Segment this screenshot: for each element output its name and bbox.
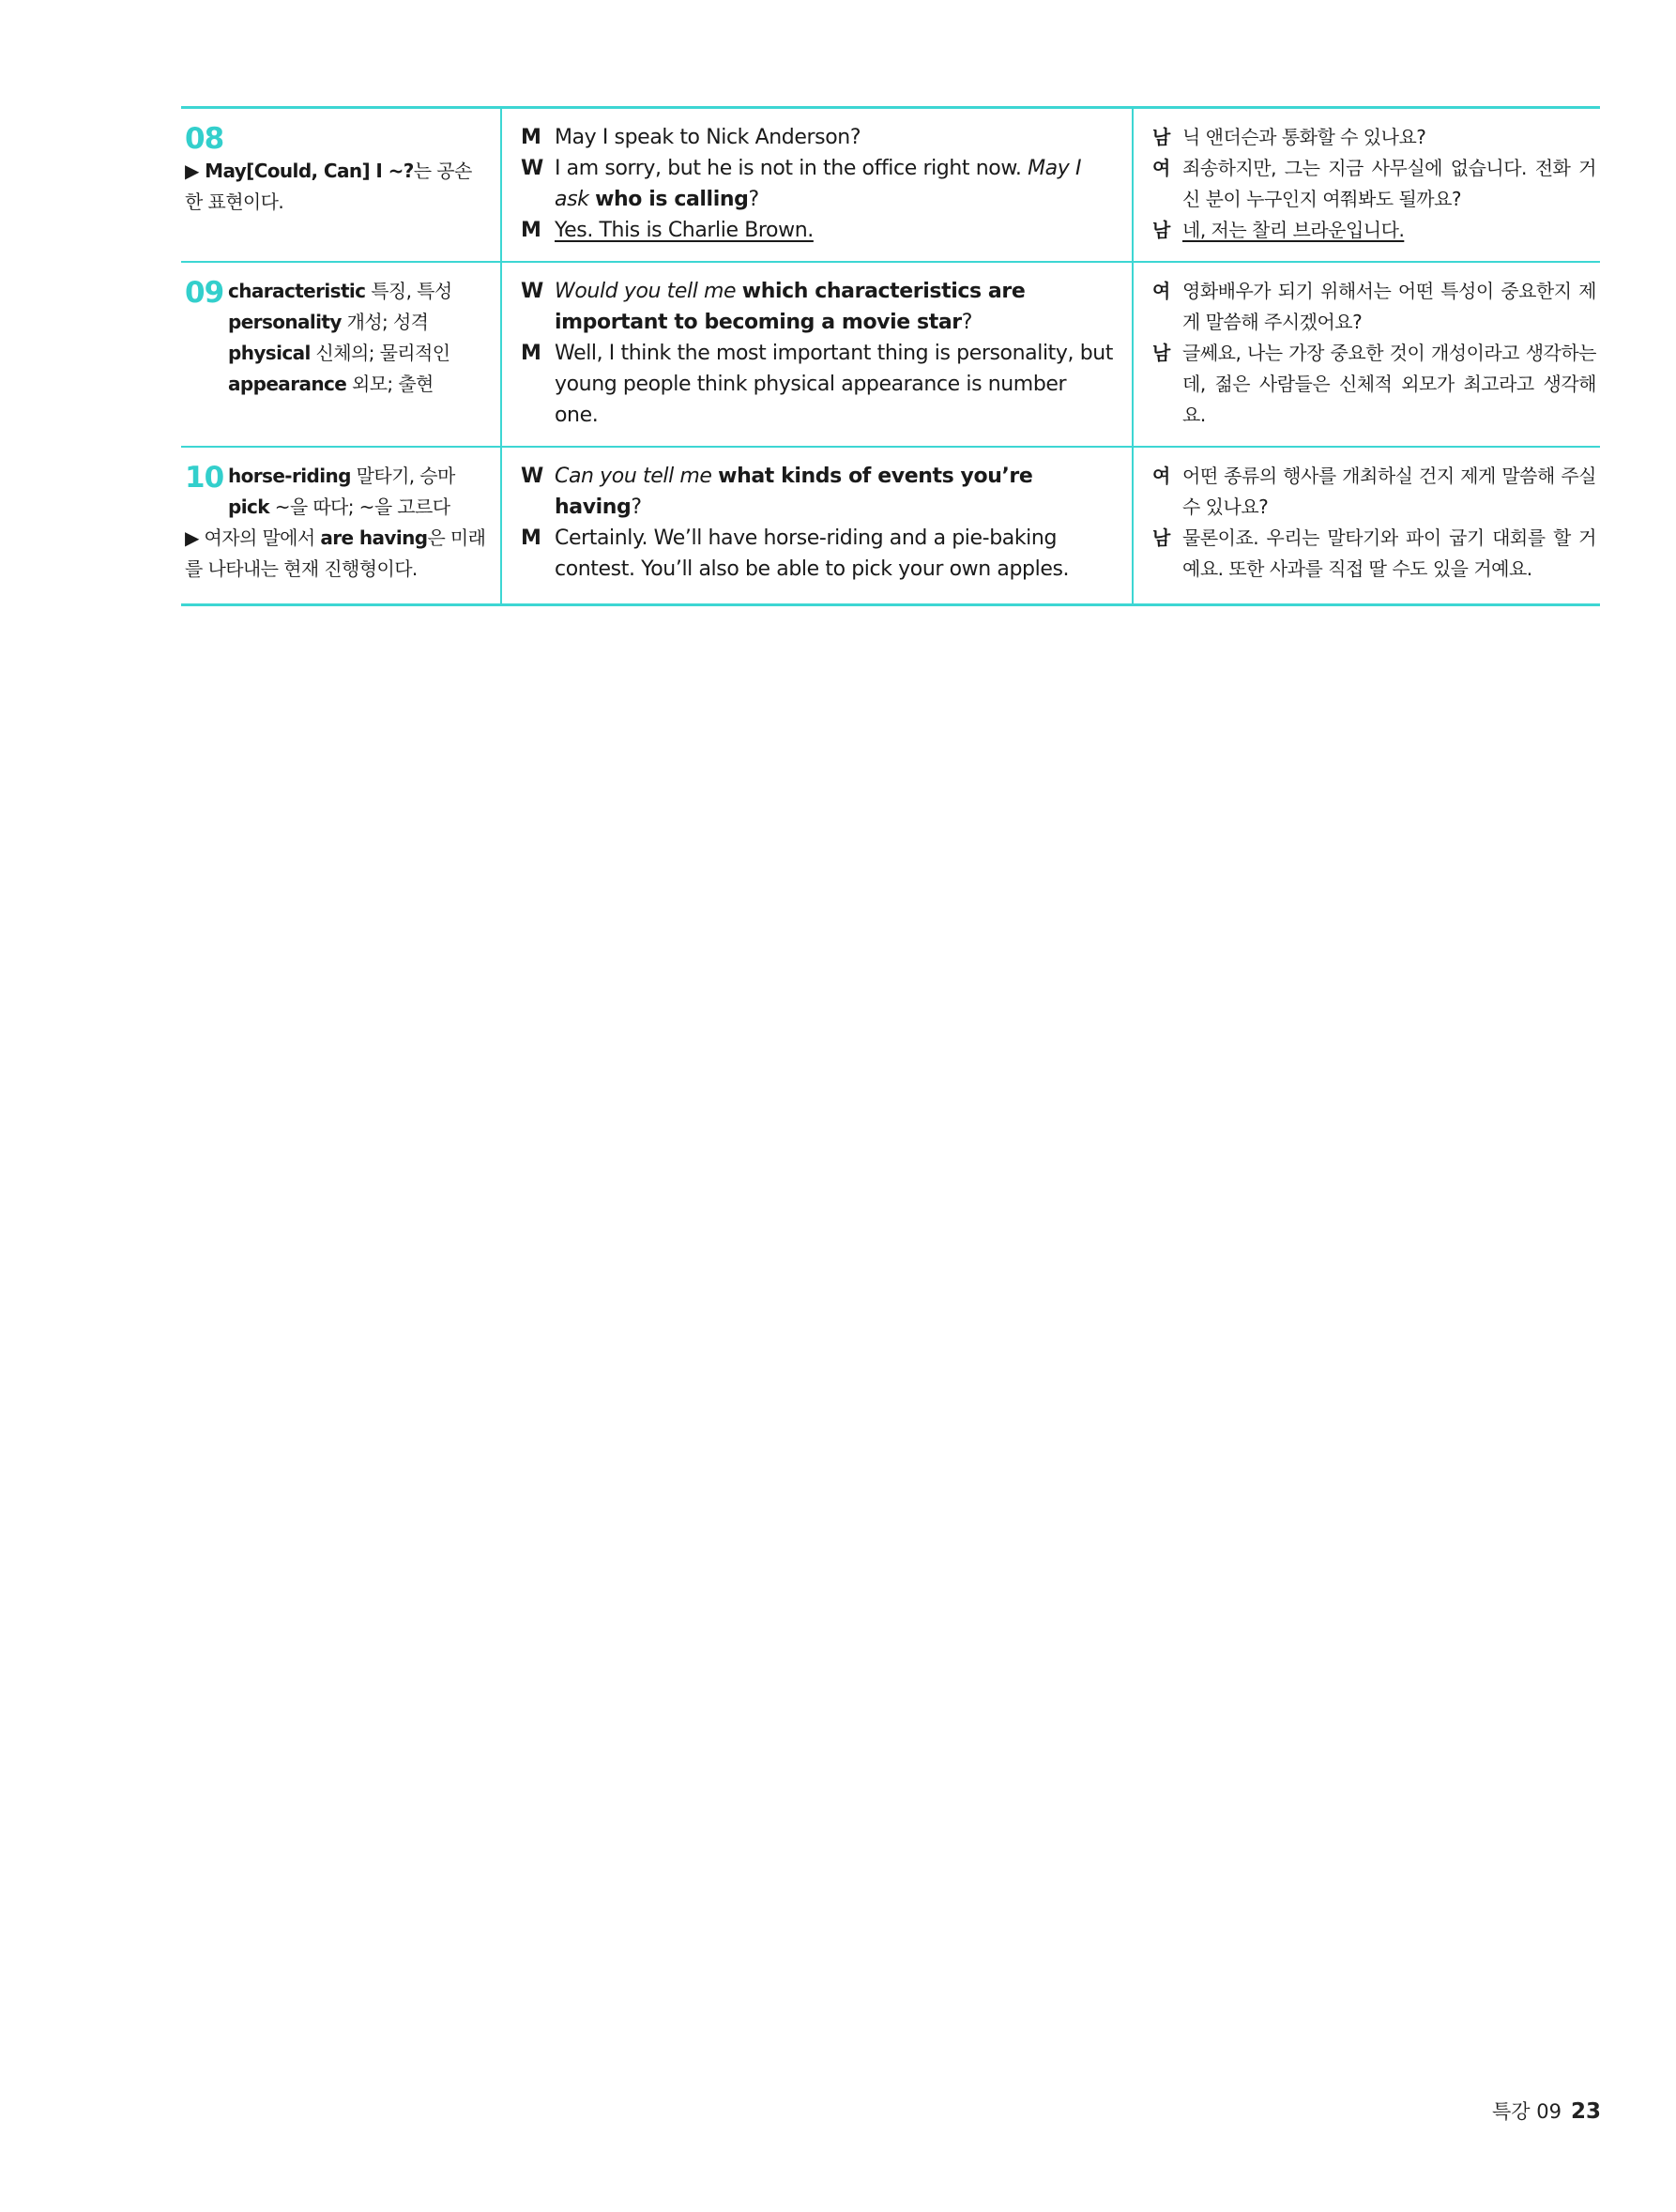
item-row-08 bbox=[181, 109, 1600, 263]
speaker-label: M bbox=[521, 126, 541, 149]
speaker-label: 남 bbox=[1152, 126, 1170, 148]
translation-line bbox=[1152, 338, 1596, 431]
speaker-label: 여 bbox=[1152, 280, 1170, 302]
grammar-note: ▶ May[Could, Can] I ~?는 공손한 표현이다. bbox=[185, 160, 472, 213]
speaker-label: 여 bbox=[1152, 465, 1170, 487]
translation-text: 영화배우가 되기 위해서는 어떤 특성이 중요한지 제게 말씀해 주시겠어요? bbox=[1182, 280, 1596, 333]
vocab-entry: horse-riding 말타기, 승마 bbox=[228, 465, 455, 487]
dialogue-line bbox=[521, 215, 1115, 246]
speaker-label: M bbox=[521, 219, 541, 242]
translation-cell bbox=[1134, 109, 1600, 261]
dialogue-line bbox=[521, 338, 1115, 431]
grammar-note: ▶ 여자의 말에서 are having은 미래를 나타내는 현재 진행형이다. bbox=[185, 526, 486, 580]
item-row-09 bbox=[181, 263, 1600, 448]
dialogue-text: Would you tell me which characteristics are important to becoming a movie star? bbox=[555, 280, 1026, 334]
dialogue-line bbox=[521, 461, 1115, 523]
translation-line bbox=[1152, 523, 1596, 585]
speaker-label: 남 bbox=[1152, 526, 1170, 549]
translation-text: 물론이죠. 우리는 말타기와 파이 굽기 대회를 할 거예요. 또한 사과를 직접 딸 수도 있을 거예요. bbox=[1182, 526, 1596, 580]
speaker-label: 남 bbox=[1152, 342, 1170, 364]
translation-cell bbox=[1134, 263, 1600, 446]
dialogue-text: I am sorry, but he is not in the office right now. May I ask who is calling? bbox=[555, 157, 1082, 211]
answer-table bbox=[181, 106, 1600, 606]
dialogue-text: Well, I think the most important thing is personality, but young people think physical appearance is number one. bbox=[555, 342, 1114, 427]
vocab-entry: appearance 외모; 출현 bbox=[228, 373, 434, 395]
page-footer bbox=[1492, 2097, 1601, 2125]
translation-cell bbox=[1134, 448, 1600, 603]
translation-line bbox=[1152, 122, 1596, 153]
vocab-entry: pick ~을 따다; ~을 고르다 bbox=[228, 496, 450, 518]
dialogue-text: Can you tell me what kinds of events you’re having? bbox=[555, 465, 1033, 519]
vocab-list bbox=[228, 461, 455, 523]
vocab-entry: characteristic 특징, 특성 bbox=[228, 280, 452, 302]
notes-cell bbox=[181, 109, 502, 261]
speaker-label: W bbox=[521, 465, 543, 488]
item-number: 08 bbox=[185, 122, 224, 156]
translation-line bbox=[1152, 276, 1596, 338]
vocab-list bbox=[228, 276, 452, 400]
translation-line bbox=[1152, 153, 1596, 215]
translation-line bbox=[1152, 461, 1596, 523]
translation-text: 글쎄요, 나는 가장 중요한 것이 개성이라고 생각하는데, 젊은 사람들은 신체적 외모가 최고라고 생각해요. bbox=[1182, 342, 1596, 426]
vocab-entry: personality 개성; 성격 bbox=[228, 311, 429, 333]
dialogue-text: Certainly. We’ll have horse-riding and a pie-baking contest. You’ll also be able to pick your own apples. bbox=[555, 526, 1070, 581]
vocab-entry: physical 신체의; 물리적인 bbox=[228, 342, 450, 364]
translation-text: 죄송하지만, 그는 지금 사무실에 없습니다. 전화 거신 분이 누구인지 여쭤봐도 될까요? bbox=[1182, 157, 1596, 210]
dialogue-cell bbox=[502, 109, 1134, 261]
dialogue-cell bbox=[502, 263, 1134, 446]
dialogue-text: Yes. This is Charlie Brown. bbox=[555, 219, 814, 242]
translation-line bbox=[1152, 215, 1596, 246]
speaker-label: 여 bbox=[1152, 157, 1170, 179]
translation-text: 어떤 종류의 행사를 개최하실 건지 제게 말씀해 주실 수 있나요? bbox=[1182, 465, 1596, 518]
speaker-label: M bbox=[521, 526, 541, 550]
vocab-block bbox=[185, 461, 487, 523]
translation-text: 네, 저는 찰리 브라운입니다. bbox=[1182, 219, 1405, 241]
dialogue-line bbox=[521, 122, 1115, 153]
speaker-label: W bbox=[521, 157, 543, 180]
notes-cell bbox=[181, 448, 502, 603]
dialogue-line bbox=[521, 276, 1115, 338]
translation-text: 닉 앤더슨과 통화할 수 있나요? bbox=[1182, 126, 1426, 148]
notes-cell bbox=[181, 263, 502, 446]
dialogue-line bbox=[521, 523, 1115, 585]
speaker-label: M bbox=[521, 342, 541, 365]
item-number: 09 bbox=[185, 276, 224, 310]
speaker-label: W bbox=[521, 280, 543, 303]
dialogue-cell bbox=[502, 448, 1134, 603]
item-row-10 bbox=[181, 448, 1600, 603]
dialogue-text: May I speak to Nick Anderson? bbox=[555, 126, 861, 149]
page-number: 23 bbox=[1570, 2099, 1601, 2124]
vocab-block bbox=[185, 276, 487, 400]
section-label: 특강 09 bbox=[1492, 2100, 1562, 2123]
dialogue-line bbox=[521, 153, 1115, 215]
speaker-label: 남 bbox=[1152, 219, 1170, 241]
item-number: 10 bbox=[185, 461, 224, 495]
